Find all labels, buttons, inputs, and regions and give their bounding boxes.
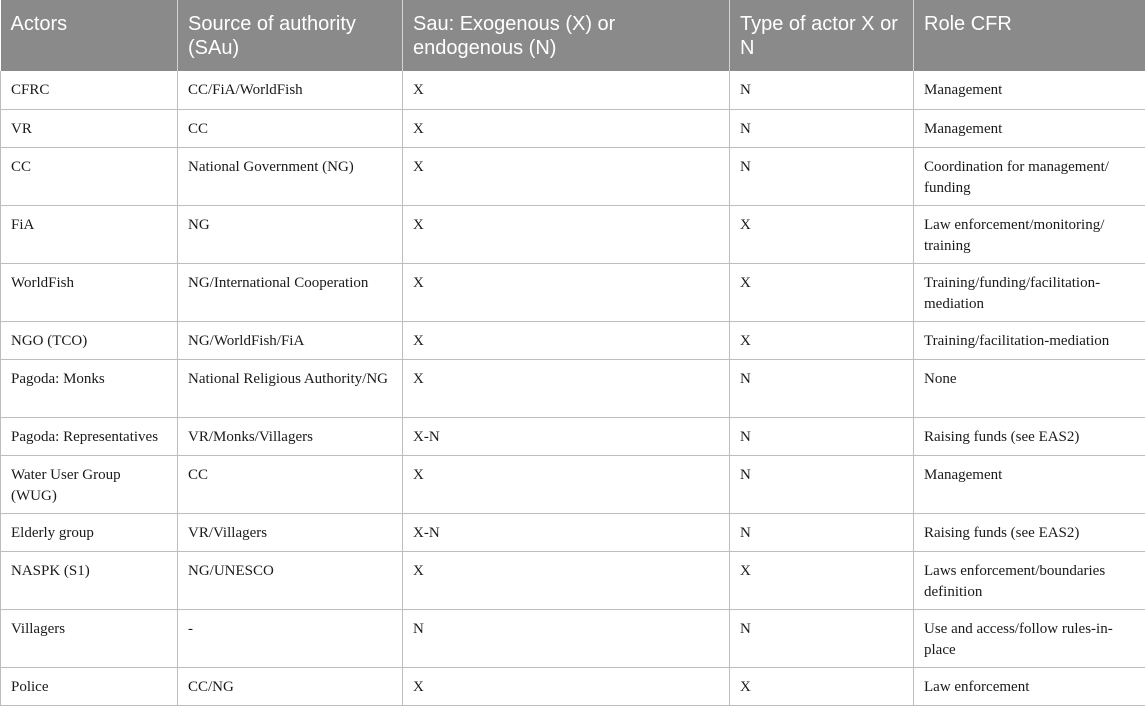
cell-actor: WorldFish	[1, 263, 178, 321]
cell-type: N	[730, 609, 914, 667]
cell-sau: X-N	[403, 513, 730, 551]
cell-actor: Police	[1, 667, 178, 705]
cell-role: Law enforcement	[914, 667, 1145, 705]
cell-source: CC	[178, 109, 403, 147]
header-role-cfr: Role CFR	[914, 0, 1145, 71]
cell-source: NG/International Cooperation	[178, 263, 403, 321]
cell-sau: X	[403, 455, 730, 513]
header-sau-exogenous-endogenous: Sau: Exogenous (X) or endogenous (N)	[403, 0, 730, 71]
header-source-of-authority: Source of authority (SAu)	[178, 0, 403, 71]
cell-type: N	[730, 455, 914, 513]
table-row	[1, 263, 1145, 321]
cell-sau: X	[403, 667, 730, 705]
cell-role: Use and access/follow rules-in-place	[914, 609, 1145, 667]
cell-actor: Water User Group (WUG)	[1, 455, 178, 513]
cell-sau: X	[403, 551, 730, 609]
cell-sau: X-N	[403, 417, 730, 455]
cell-role: None	[914, 359, 1145, 417]
cell-role: Coordination for management/ funding	[914, 147, 1145, 205]
cell-type: X	[730, 321, 914, 359]
table-row	[1, 147, 1145, 205]
table-row	[1, 321, 1145, 359]
cell-sau: X	[403, 109, 730, 147]
cell-role: Law enforcement/monitoring/ training	[914, 205, 1145, 263]
cell-actor: CFRC	[1, 71, 178, 109]
table-row	[1, 513, 1145, 551]
cell-actor: Elderly group	[1, 513, 178, 551]
cell-source: CC	[178, 455, 403, 513]
table-row	[1, 417, 1145, 455]
cell-source: NG/UNESCO	[178, 551, 403, 609]
cell-sau: X	[403, 147, 730, 205]
cell-source: National Government (NG)	[178, 147, 403, 205]
table-row	[1, 205, 1145, 263]
cell-source: National Religious Authority/NG	[178, 359, 403, 417]
cell-role: Training/facilitation-mediation	[914, 321, 1145, 359]
cell-type: N	[730, 513, 914, 551]
cell-sau: X	[403, 263, 730, 321]
cell-actor: FiA	[1, 205, 178, 263]
cell-type: X	[730, 667, 914, 705]
cell-type: X	[730, 205, 914, 263]
table-header	[1, 0, 1145, 71]
header-type-of-actor: Type of actor X or N	[730, 0, 914, 71]
cell-type: N	[730, 109, 914, 147]
cell-sau: X	[403, 321, 730, 359]
table-row	[1, 609, 1145, 667]
cell-source: CC/NG	[178, 667, 403, 705]
table-row	[1, 71, 1145, 109]
cell-sau: X	[403, 71, 730, 109]
cell-actor: Pagoda: Representatives	[1, 417, 178, 455]
cell-actor: NGO (TCO)	[1, 321, 178, 359]
header-actors: Actors	[1, 0, 178, 71]
cell-role: Raising funds (see EAS2)	[914, 513, 1145, 551]
cell-sau: X	[403, 205, 730, 263]
cell-actor: NASPK (S1)	[1, 551, 178, 609]
cell-role: Management	[914, 455, 1145, 513]
cell-actor: Pagoda: Monks	[1, 359, 178, 417]
cell-type: N	[730, 417, 914, 455]
cell-type: X	[730, 551, 914, 609]
cell-role: Laws enforcement/boundaries definition	[914, 551, 1145, 609]
table-row	[1, 359, 1145, 417]
cell-type: N	[730, 147, 914, 205]
cell-source: NG/WorldFish/FiA	[178, 321, 403, 359]
table-row	[1, 109, 1145, 147]
cell-actor: Villagers	[1, 609, 178, 667]
cell-source: VR/Monks/Villagers	[178, 417, 403, 455]
table-body	[1, 71, 1145, 705]
header-row	[1, 0, 1145, 71]
cell-actor: VR	[1, 109, 178, 147]
cell-source: VR/Villagers	[178, 513, 403, 551]
cell-role: Management	[914, 71, 1145, 109]
cell-actor: CC	[1, 147, 178, 205]
cell-sau: X	[403, 359, 730, 417]
cell-source: CC/FiA/WorldFish	[178, 71, 403, 109]
cell-source: NG	[178, 205, 403, 263]
cell-sau: N	[403, 609, 730, 667]
table-row	[1, 667, 1145, 705]
cell-type: N	[730, 359, 914, 417]
cell-type: N	[730, 71, 914, 109]
cell-role: Raising funds (see EAS2)	[914, 417, 1145, 455]
cell-role: Management	[914, 109, 1145, 147]
cell-role: Training/funding/facilitation-mediation	[914, 263, 1145, 321]
table-row	[1, 455, 1145, 513]
table-row	[1, 551, 1145, 609]
cell-source: -	[178, 609, 403, 667]
cell-type: X	[730, 263, 914, 321]
